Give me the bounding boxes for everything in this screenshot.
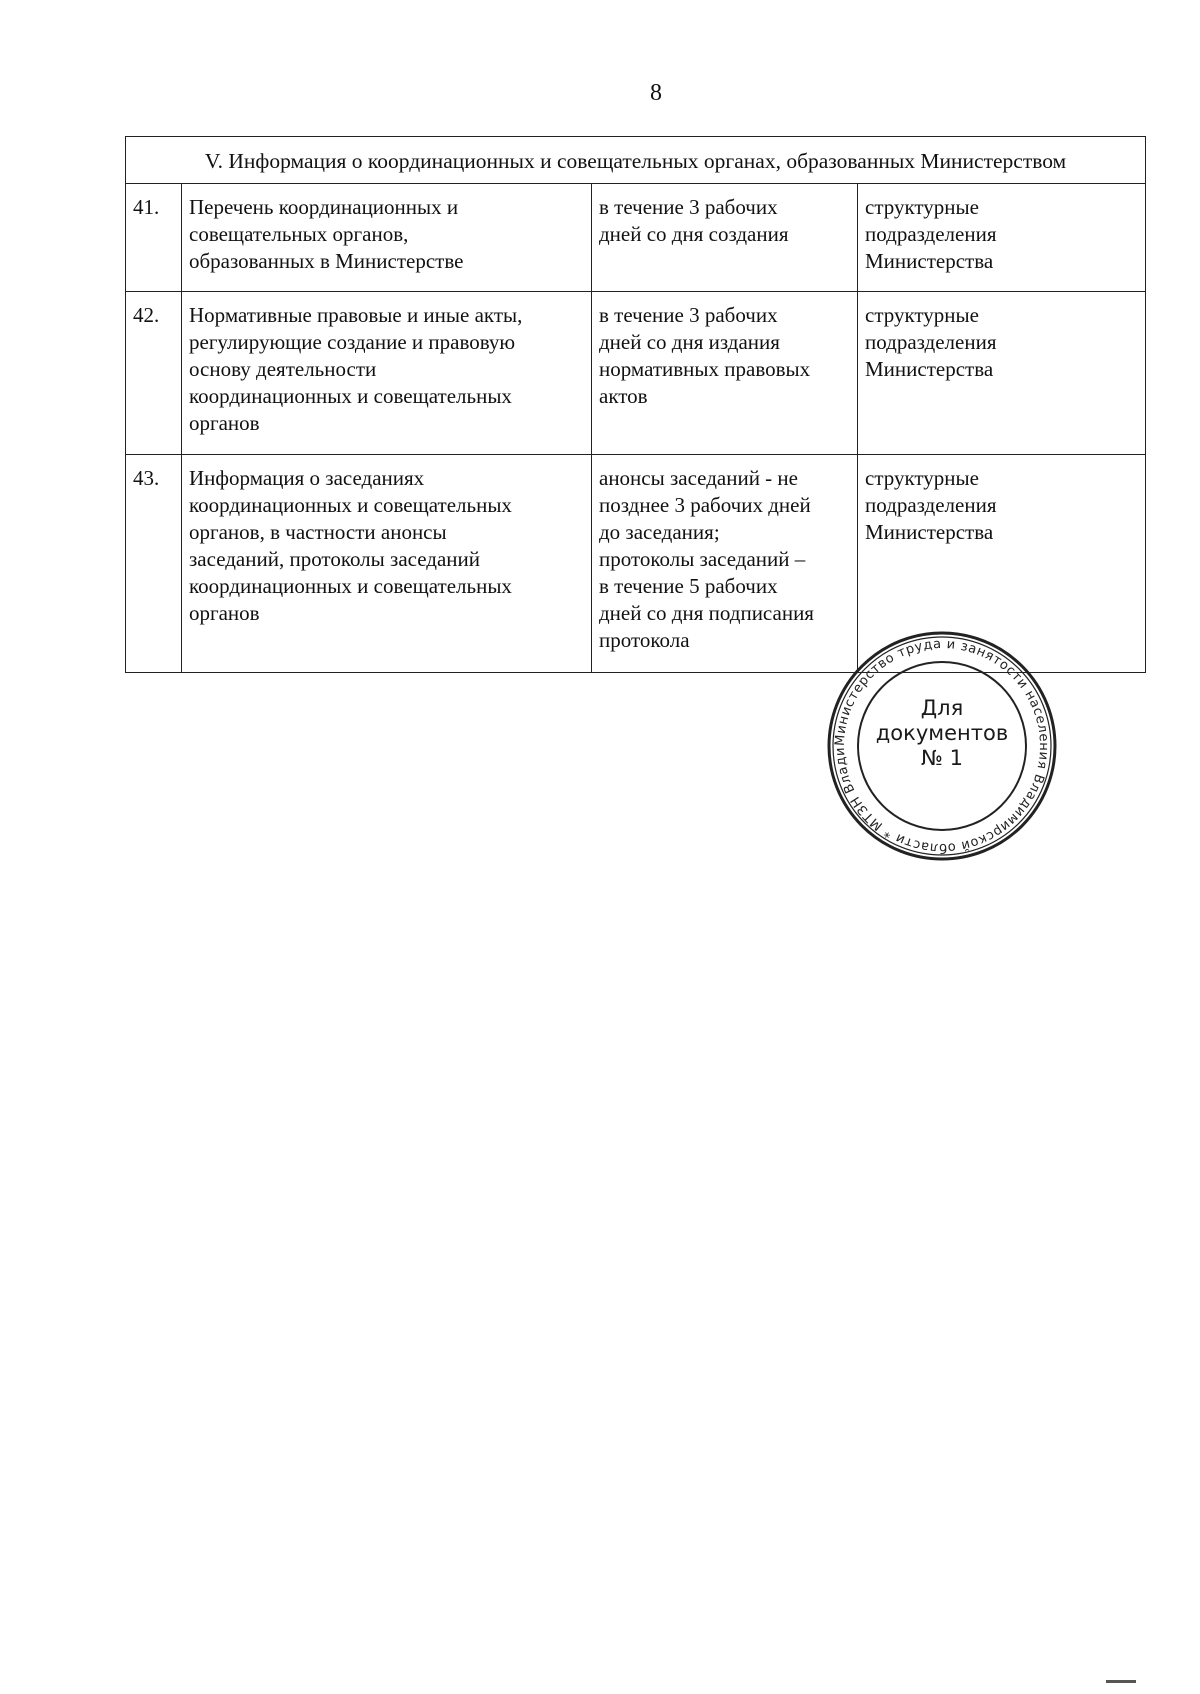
- row-term: анонсы заседаний - не позднее 3 рабочих дней до заседания; протоколы заседаний – в течение 5 рабочих дней со дня подписания протокола: [592, 455, 858, 673]
- official-stamp: [826, 630, 1058, 862]
- row-responsible: структурные подразделения Министерства: [858, 184, 1146, 292]
- row-number: 43.: [126, 455, 182, 673]
- table-row: [126, 184, 1146, 292]
- row-text: Нормативные правовые и иные акты, регулирующие создание и правовую основу деятельности координационных и совещательных органов: [182, 292, 592, 455]
- disclosure-table: [125, 136, 1146, 673]
- section-header-row: [126, 137, 1146, 184]
- page-number: 8: [650, 80, 662, 106]
- row-term: в течение 3 рабочих дней со дня издания нормативных правовых актов: [592, 292, 858, 455]
- row-responsible: структурные подразделения Министерства: [858, 455, 1146, 673]
- stamp-center-text: Для документов № 1: [875, 696, 1009, 770]
- stamp-ring-text: Министерство труда и занятости населения Владимирской области * МТЗН Влади: [832, 636, 1052, 856]
- row-text: Информация о заседаниях координационных и совещательных органов, в частности анонсы заседаний, протоколы заседаний координационных и совещательных органов: [182, 455, 592, 673]
- scan-mark: [1106, 1680, 1136, 1683]
- row-term: в течение 3 рабочих дней со дня создания: [592, 184, 858, 292]
- section-title: V. Информация о координационных и совещательных органах, образованных Министерством: [126, 137, 1146, 184]
- table-row: [126, 292, 1146, 455]
- row-text: Перечень координационных и совещательных органов, образованных в Министерстве: [182, 184, 592, 292]
- row-responsible: структурные подразделения Министерства: [858, 292, 1146, 455]
- row-number: 42.: [126, 292, 182, 455]
- row-number: 41.: [126, 184, 182, 292]
